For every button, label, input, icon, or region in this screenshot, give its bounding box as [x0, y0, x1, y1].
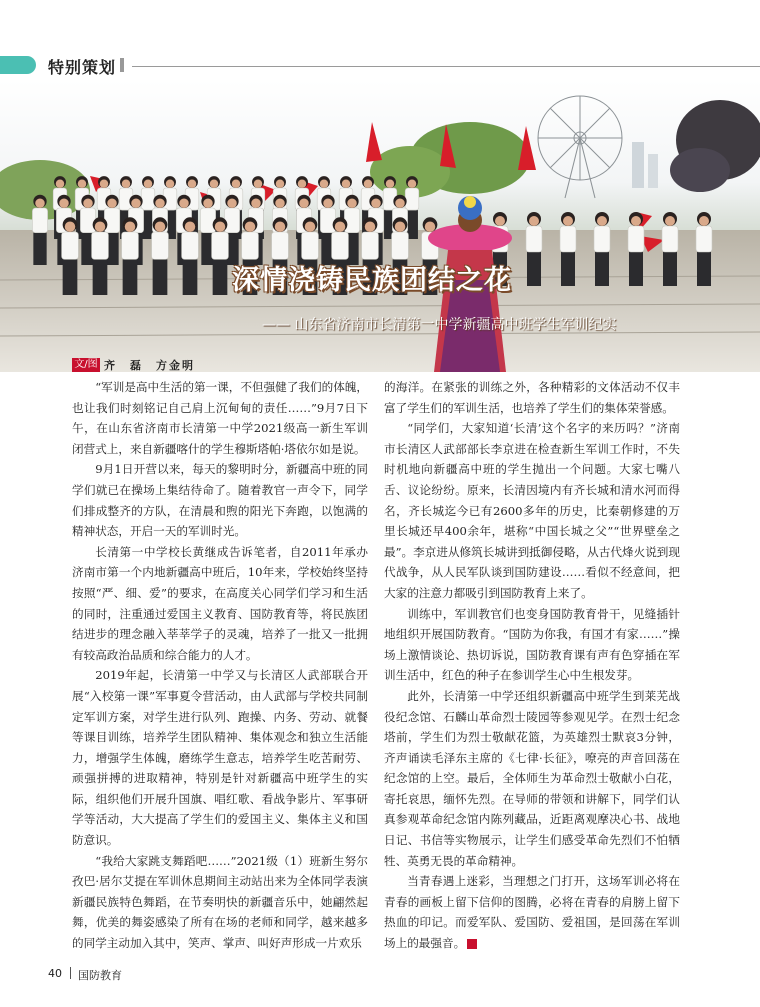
byline-authors: 齐 磊 方金明	[104, 359, 195, 372]
paragraph: “同学们，大家知道‘长清’这个名字的来历吗？”济南市长清区人武部部长李京进在检查新生军训工作时，不失时机地向新疆高中班的学生抛出一个问题。大家七嘴八舌、议论纷纷。原来，长清因境内有齐长城和清水河而得名，齐长城迄今已有2600多年的历史，比秦朝修建的万里长城还早400余年，堪称“中国长城之父”“世界壁垒之最”。李京进从修筑长城讲到抵御侵略，从古代烽火说到现代战争，从人民军队谈到国防建设……看似不经意间，把大家的注意力都吸引到国防教育上来了。	[384, 421, 680, 600]
footer-divider	[70, 967, 71, 979]
paragraph: 长清第一中学校长黄继成告诉笔者，自2011年承办济南市第一个内地新疆高中班后，10年来，学校始终坚持按照“严、细、爱”的要求，在高度关心同学们学习和生活的同时，注重通过爱国主义教育、国防教育等，将民族团结进步的理念融入莘莘学子的灵魂，培养了一批又一批拥有较高政治品质和综合能力的人才。	[72, 544, 368, 662]
paragraph: “军训是高中生活的第一课，不但强健了我们的体魄，也让我们时刻铭记自己肩上沉甸甸的责任……”9月7日下午，在山东省济南市长清第一中学2021级高一新生军训闭营式上，来自新疆喀什的学生穆斯塔帕·塔依尔如是说。	[72, 380, 368, 456]
magazine-name: 国防教育	[78, 969, 122, 982]
final-paragraph-text: 当青春遇上迷彩，当理想之门打开，这场军训必将在青春的画板上留下信仰的图腾，必将在青春的肩膀上留下热血的印记。而爱军队、爱国防、爱祖国，是回荡在军训场上的最强音。	[384, 874, 680, 951]
paragraph: 此外，长清第一中学还组织新疆高中班学生到莱芜战役纪念馆、石麟山革命烈士陵园等参观见学。在烈士纪念塔前，学生们为烈士敬献花篮，为英雄烈士默哀3分钟，齐声诵读毛泽东主席的《七律·长征》，嘹亮的声音回荡在纪念馆的上空。最后，全体师生为革命烈士敬献小白花，寄托哀思，缅怀先烈。在导师的带领和讲解下，同学们认真参观革命纪念馆内陈列藏品，近距离观摩决心书、战地日记、书信等实物展示，让学生们感受革命先烈们不怕牺牲、英勇无畏的革命精神。	[384, 688, 680, 868]
byline-label: 文/图	[72, 358, 100, 372]
paragraph: 9月1日开营以来，每天的黎明时分，新疆高中班的同学们就已在操场上集结待命了。随着教官一声令下，同学们排成整齐的方队，在清晨和煦的阳光下奔跑，以饱满的精神状态，开启一天的军训时光。	[72, 462, 368, 539]
section-title: 特别策划	[48, 58, 117, 77]
text-column-right	[384, 377, 680, 954]
article-title: 深情浇铸民族团结之花	[232, 265, 512, 296]
page-number: 40	[48, 967, 62, 980]
paragraph-final	[384, 871, 680, 953]
section-color-bar	[0, 56, 36, 74]
article-subtitle: —— 山东省济南市长清第一中学新疆高中班学生军训纪实	[262, 317, 617, 333]
paragraph: “我给大家跳支舞蹈吧……”2021级（1）班新生努尔孜巴·居尔艾提在军训休息期间主动站出来为全体同学表演新疆民族特色舞蹈，在节奏明快的新疆音乐中，她翩然起舞，优美的舞姿感染了所有在场的老师和同学，越来越多的同学主动加入其中，笑声、掌声、叫好声形成一片欢乐	[72, 853, 368, 951]
paragraph: 训练中，军训教官们也变身国防教育骨干，见缝插针地组织开展国防教育。“国防为你我，有国才有家……”操场上激情谈论、热切诉说，国防教育课有声有色穿插在军训生活中，红色的种子在参训学生心中生根发芽。	[384, 606, 680, 683]
text-column-left	[72, 377, 368, 954]
paragraph-continuation: 的海洋。在紧张的训练之外，各种精彩的文体活动不仅丰富了学生们的军训生活，也培养了学生们的集体荣誉感。	[384, 380, 680, 415]
paragraph: 2019年起，长清第一中学又与长清区人武部联合开展“入校第一课”军事夏令营活动，由人武部与学校共同制定军训方案，对学生进行队列、跑操、内务、劳动、就餐等课目训练，培养学生团队精神、集体观念和独立生活能力，增强学生体魄，磨练学生意志，培养学生吃苦耐劳、顽强拼搏的进取精神，特别是针对新疆高中班学生的实际，组织他们开展升国旗、唱红歌、看战争影片、军事研学等活动，大大提高了学生们的爱国主义、集体主义和国防意识。	[72, 668, 368, 848]
end-mark-icon: G	[467, 939, 477, 949]
section-divider-mark	[120, 58, 124, 72]
section-rule	[132, 66, 760, 67]
